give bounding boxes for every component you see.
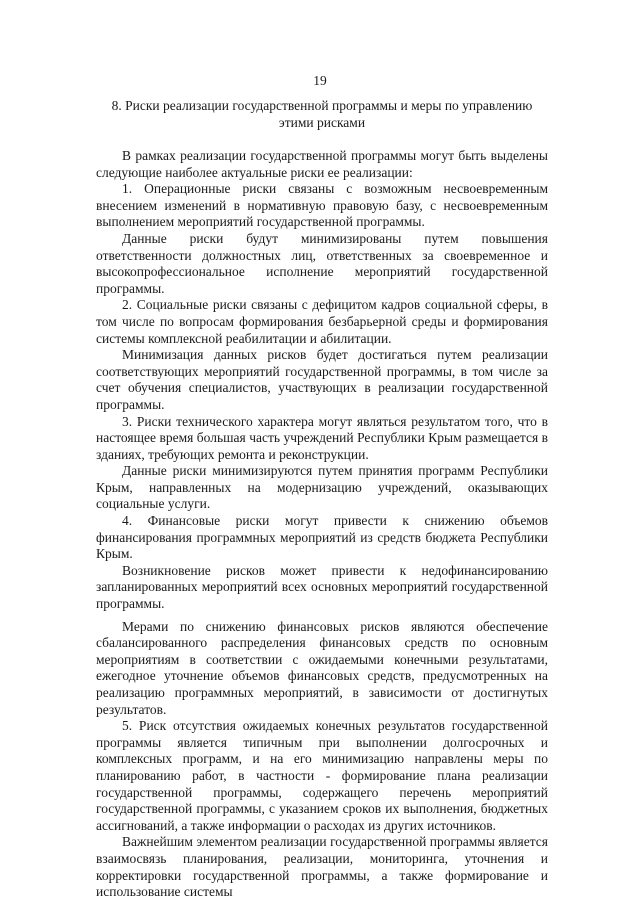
paragraph-technical-risks: 3. Риски технического характера могут являться результатом того, что в настоящее время большая часть учреждений Республики Крым размещается в зданиях, требующих ремонта и реконструкции. xyxy=(96,413,548,462)
paragraph-underfunding: Возникновение рисков может привести к недофинансированию запланированных мероприятий всех основных мероприятий государственной программы. xyxy=(96,562,548,612)
paragraph-social-risks: 2. Социальные риски связаны с дефицитом кадров социальной сферы, в том числе по вопросам формирования безбарьерной среды и формирования системы комплексной реабилитации и абилитации. xyxy=(96,297,548,346)
paragraph-operational-mitigation: Данные риски будут минимизированы путем повышения ответственности должностных лиц, ответственных за своевременное и высокопрофессиональное исполнение мероприятий государственной программы. xyxy=(96,230,548,296)
paragraph-financial-risks: 4. Финансовые риски могут привести к снижению объемов финансирования программных мероприятий из средств бюджета Республики Крым. xyxy=(96,513,548,562)
section-heading: 8. Риски реализации государственной программы и меры по управлению этими рисками xyxy=(111,98,533,130)
paragraph-key-element: Важнейшим элементом реализации государственной программы является взаимосвязь планирования, реализации, мониторинга, уточнения и корректировки государственной программы, а также формирование и использование системы xyxy=(96,834,548,900)
paragraph-financial-measures: Мерами по снижению финансовых рисков являются обеспечение сбалансированного распределения финансовых средств по основным мероприятиям в соответствии с ожидаемыми конечными результатами, ежегодное уточнение объемов финансовых средств, предусмотренных на реализацию программных мероприятий, в зависимости от достигнутых результатов. xyxy=(96,618,548,717)
paragraph-social-mitigation: Минимизация данных рисков будет достигаться путем реализации соответствующих мероприятий государственной программы, в том числе за счет обучения специалистов, участвующих в реализации государственной программы. xyxy=(96,347,548,412)
paragraph-results-risk: 5. Риск отсутствия ожидаемых конечных результатов государственной программы является типичным при выполнении долгосрочных и комплексных программ, и на его минимизацию направлены меры по планированию работ, в частности - формирование плана реализации государственной программы, содержащего перечень мероприятий государственной программы, с указанием сроков их выполнения, бюджетных ассигнований, а также информации о расходах из других источников. xyxy=(96,718,548,833)
paragraph-intro: В рамках реализации государственной программы могут быть выделены следующие наиболее актуальные риски ее реализации: xyxy=(96,148,548,180)
page-number: 19 xyxy=(313,73,327,88)
paragraph-technical-mitigation: Данные риски минимизируются путем принятия программ Республики Крым, направленных на модернизацию учреждений, оказывающих социальные услуги. xyxy=(96,463,548,512)
body-text xyxy=(96,148,548,901)
paragraph-operational-risks: 1. Операционные риски связаны с возможным несвоевременным внесением изменений в нормативную правовую базу, с несвоевременным выполнением мероприятий государственной программы. xyxy=(96,181,548,230)
